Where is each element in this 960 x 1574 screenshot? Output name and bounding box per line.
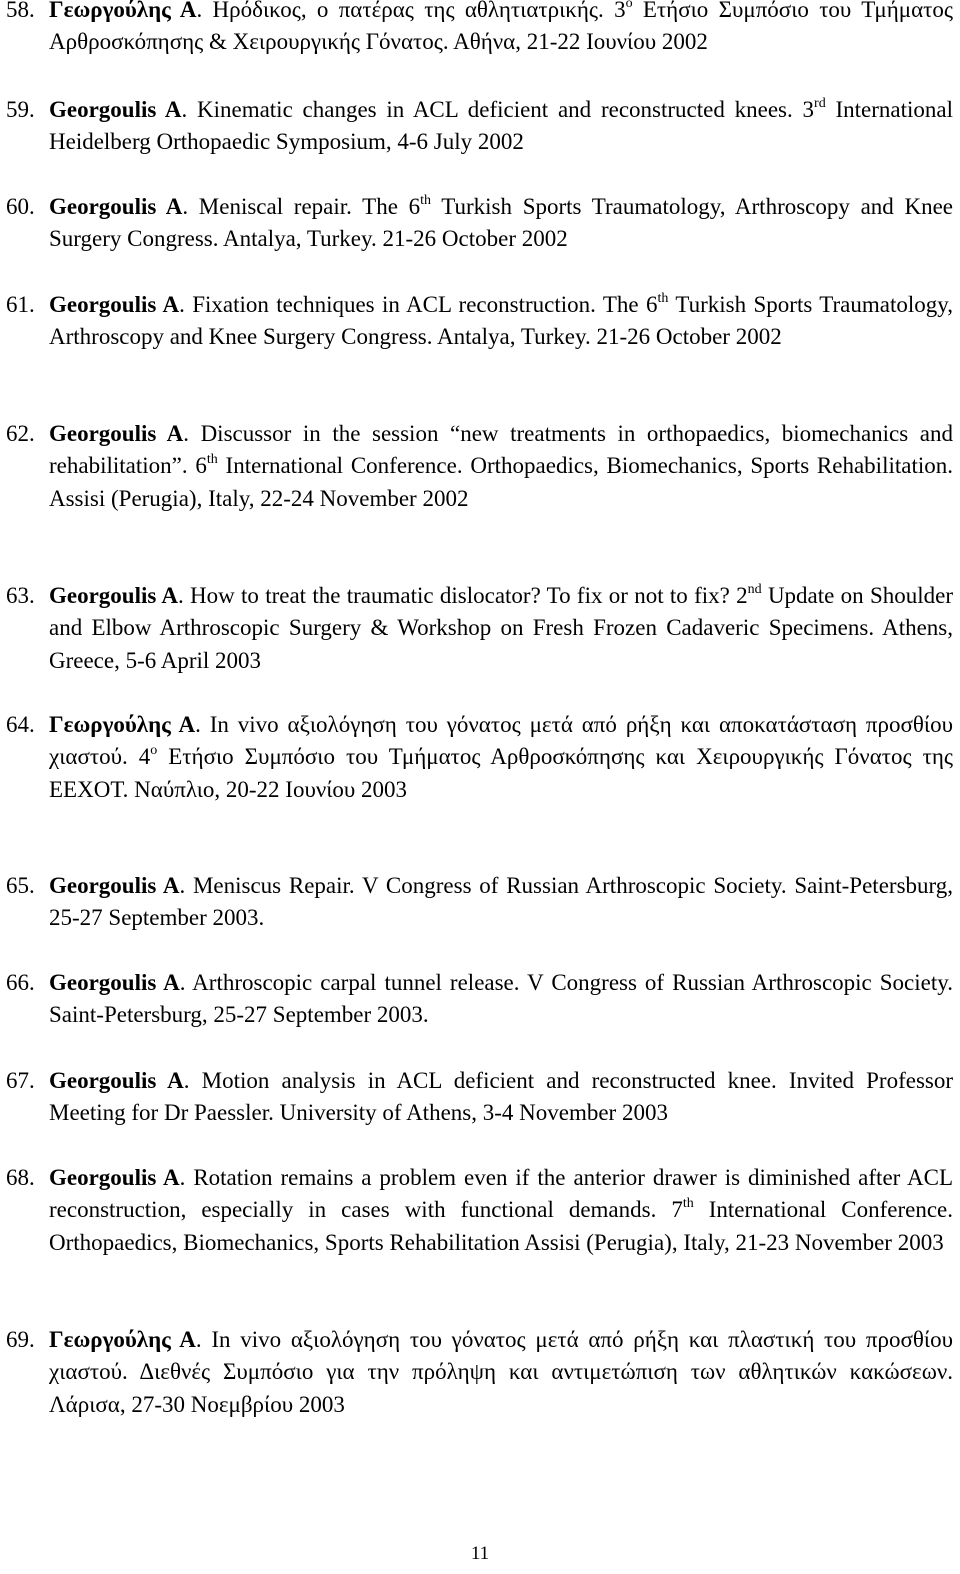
reference-segment: Ετήσιο Συμπόσιο του Τμήματος Αρθροσκόπησης & Χειρουργικής Γόνατος. Αθήνα, 21-22 Ιουνίου 2002 [49, 0, 953, 55]
reference-segment: International Conference. Orthopaedics, Biomechanics, Sports Rehabilitation. Assisi (Perugia), Italy, 22-24 November 2002 [49, 453, 953, 511]
reference-number: 59. [6, 97, 35, 122]
ordinal-superscript: th [682, 1196, 694, 1212]
reference-author: Georgoulis A [49, 1165, 180, 1190]
ordinal-superscript: rd [814, 96, 826, 111]
reference-author: Georgoulis A [49, 292, 180, 317]
ordinal-superscript: nd [747, 582, 762, 597]
reference-segment: Update on Shoulder and Elbow Arthroscopic Surgery & Workshop on Fresh Frozen Cadaveric Specimens. Athens, Greece, 5-6 April 2003 [49, 583, 954, 673]
reference-number: 62. [6, 421, 35, 446]
reference-author: Georgoulis A [49, 873, 180, 898]
reference-segment: . In vivo αξιολόγηση του γόνατος μετά από ρήξη και πλαστική του προσθίου χιαστού. Διεθνές Συμπόσιο για την πρόληψη και αντιμετώπιση των αθλητικών κακώσεων. Λάρισα, 27-30 Νοεμβρίου 2003 [49, 1327, 953, 1417]
reference-segment: . Ηρόδικος, ο πατέρας της αθλητιατρικής. 3 [196, 0, 626, 22]
reference-text [49, 580, 953, 677]
reference-number: 67. [6, 1068, 35, 1093]
ordinal-superscript: th [206, 452, 218, 468]
ordinal-superscript: th [420, 193, 431, 208]
reference-number: 69. [6, 1327, 35, 1352]
reference-text [49, 967, 953, 1032]
reference-segment: . In vivo αξιολόγηση του γόνατος μετά από ρήξη και αποκατάσταση προσθίου χιαστού. 4 [49, 712, 953, 770]
reference-author: Georgoulis A [49, 194, 183, 219]
reference-segment: . Discussor in the session “new treatments in orthopaedics, biomechanics and rehabilitation”. 6 [49, 421, 953, 479]
reference-segment: International Conference. Orthopaedics, Biomechanics, Sports Rehabilitation Assisi (Perugia), Italy, 21-23 November 2003 [49, 1197, 953, 1255]
reference-segment: . How to treat the traumatic dislocator? To fix or not to fix? 2 [177, 583, 748, 608]
reference-number: 63. [6, 583, 35, 608]
reference-segment: . Arthroscopic carpal tunnel release. V Congress of Russian Arthroscopic Society. Saint-Petersburg, 25-27 September 2003. [49, 970, 954, 1028]
reference-author: Γεωργούλης Α [49, 1327, 196, 1352]
reference-text [49, 289, 953, 354]
reference-segment: . Fixation techniques in ACL reconstruction. The 6 [179, 292, 658, 317]
reference-segment: Ετήσιο Συμπόσιο του Τμήματος Αρθροσκόπησης και Χειρουργικής Γόνατος της ΕΕΧΟΤ. Ναύπλιο, 20-22 Ιουνίου 2003 [49, 744, 953, 802]
reference-text [49, 1162, 953, 1259]
reference-author: Georgoulis A [49, 97, 182, 122]
reference-text [49, 0, 953, 59]
reference-number: 60. [6, 194, 35, 219]
ordinal-superscript: ο [625, 0, 633, 11]
reference-author: Georgoulis A [49, 970, 180, 995]
reference-number: 68. [6, 1165, 35, 1190]
reference-text [49, 191, 953, 256]
reference-number: 61. [6, 292, 35, 317]
reference-author: Georgoulis A [49, 1068, 184, 1093]
reference-number: 64. [6, 712, 35, 737]
reference-text [49, 1065, 953, 1130]
reference-author: Georgoulis A [49, 583, 178, 608]
ordinal-superscript: th [657, 291, 669, 306]
reference-number: 65. [6, 873, 35, 898]
ordinal-superscript: ο [150, 743, 158, 759]
reference-text [49, 94, 953, 159]
reference-segment: . Kinematic changes in ACL deficient and reconstructed knees. 3 [181, 97, 815, 122]
reference-segment: . Meniscus Repair. V Congress of Russian Arthroscopic Society. Saint-Petersburg, 25-27 September 2003. [49, 873, 954, 931]
reference-segment: Turkish Sports Traumatology, Arthroscopy and Knee Surgery Congress. Antalya, Turkey. 21-26 October 2002 [49, 194, 953, 252]
reference-text [49, 418, 953, 515]
reference-author: Georgoulis A [49, 421, 184, 446]
reference-text [49, 1324, 953, 1421]
reference-text [49, 709, 953, 806]
reference-text [49, 870, 953, 935]
reference-number: 58. [6, 0, 35, 22]
reference-author: Γεωργούλης Α [49, 712, 196, 737]
reference-segment: International Heidelberg Orthopaedic Symposium, 4-6 July 2002 [49, 97, 953, 155]
reference-author: Γεωργούλης Α [49, 0, 197, 22]
reference-segment: . Motion analysis in ACL deficient and reconstructed knee. Invited Professor Meeting for Dr Paessler. University of Athens, 3-4 November 2003 [49, 1068, 954, 1126]
reference-number: 66. [6, 970, 35, 995]
reference-segment: . Rotation remains a problem even if the anterior drawer is diminished after ACL reconstruction, especially in cases with functional demands. 7 [49, 1165, 953, 1223]
reference-segment: . Meniscal repair. The 6 [182, 194, 421, 219]
page-number: 11 [470, 1543, 490, 1564]
reference-segment: Turkish Sports Traumatology, Arthroscopy and Knee Surgery Congress. Antalya, Turkey. 21-26 October 2002 [49, 292, 954, 350]
